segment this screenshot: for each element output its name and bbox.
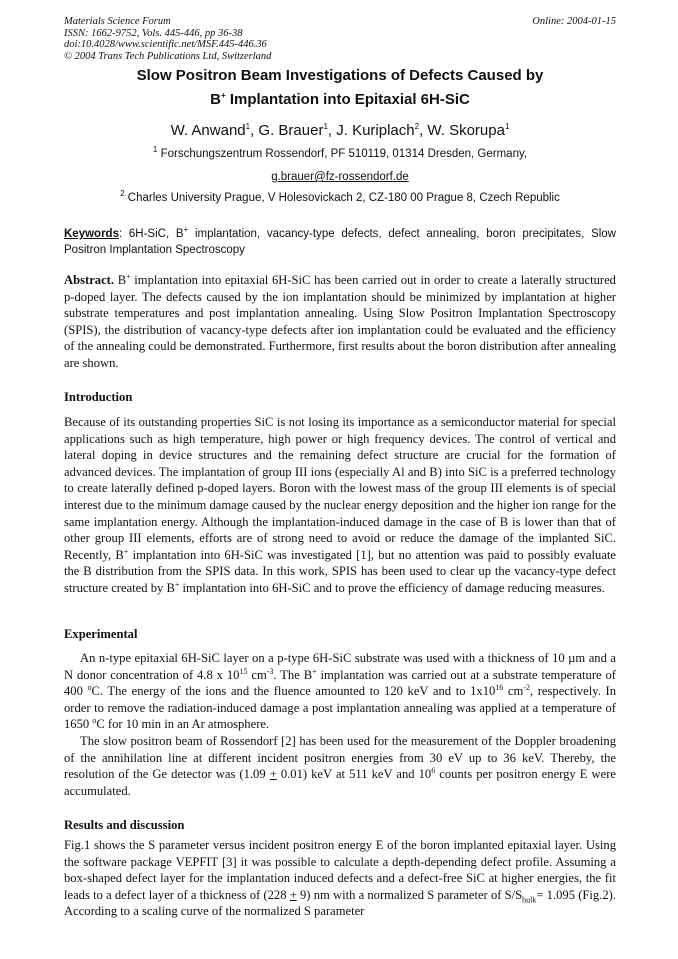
abstract-sup: + bbox=[126, 271, 131, 281]
author: W. Skorupa bbox=[427, 122, 505, 139]
experimental-paragraph-2 bbox=[64, 733, 616, 799]
affiliation-text: Forschungszentrum Rossendorf, PF 510119, 01314 Dresden, Germany, bbox=[157, 148, 528, 160]
paragraph-text: Fig.1 shows the S parameter versus incident positron energy E of the boron implanted epitaxial layer. Using the software package VEPFIT [3] it was possible to calculate a depth-depending defect profile. Assuming a box-shaped defect layer for the implantation induced defects and a defect-free SiC at higher energies, the fit leads to a defect layer of a thickness of (228 bbox=[64, 838, 616, 902]
affiliation-2 bbox=[64, 190, 616, 206]
superscript: o bbox=[87, 683, 92, 692]
abstract-text: B bbox=[114, 273, 127, 287]
paragraph-text: C. The energy of the ions and the fluence amounted to 120 keV and to 1x10 bbox=[91, 684, 496, 699]
superscript: -3 bbox=[266, 666, 274, 676]
experimental-paragraph-1 bbox=[64, 650, 616, 733]
author-affiliation-mark: 1 bbox=[504, 122, 510, 131]
paragraph-text: C for 10 min in an Ar atmosphere. bbox=[96, 717, 270, 732]
copyright-line: © 2004 Trans Tech Publications Ltd, Switzerland bbox=[64, 50, 272, 62]
superscript: 6 bbox=[431, 765, 436, 775]
issn-line: ISSN: 1662-9752, Vols. 445-446, pp 36-38 bbox=[64, 27, 243, 39]
superscript: -2 bbox=[523, 683, 530, 692]
author-affiliation-mark: 2 bbox=[414, 122, 420, 131]
paragraph-text: cm bbox=[503, 684, 524, 699]
paragraph-text: Because of its outstanding properties SiC is not losing its importance as a semiconductor material for special applications such as high temperature, high power or high frequency devices. The control of vertical and lateral doping in device structures and the remaining defect structure are crucial for the formation of advanced devices. The implantation of group III ions (especially Al and B) into SiC is a preferred technology to create laterally defined p-doped layers. Boron with the lowest mass of the group III elements is of special interest due to the minimum damage caused by the nuclear energy deposition and the higher ion range for the same implantation energy. Although the implantation-induced damage in the case of B is lower than that of other group III elements, efforts are of strong need to avoid or reduce the damage of the implanted SiC. Recently, B bbox=[64, 415, 616, 562]
author-affiliation-mark: 1 bbox=[245, 122, 251, 131]
affiliation-1 bbox=[64, 146, 616, 162]
paragraph-text: implantation into 6H-SiC and to prove the efficiency of damage reducing measures. bbox=[179, 580, 605, 595]
author-email-link[interactable]: g.brauer@fz-rossendorf.de bbox=[271, 171, 409, 183]
journal-header bbox=[64, 16, 616, 62]
results-paragraph bbox=[64, 837, 616, 920]
online-date: Online: 2004-01-15 bbox=[532, 16, 616, 27]
keywords-label: Keywords bbox=[64, 228, 119, 240]
section-heading-introduction: Introduction bbox=[64, 390, 133, 404]
introduction-paragraph bbox=[64, 414, 616, 597]
section-heading-experimental: Experimental bbox=[64, 627, 138, 641]
plus-minus-sign: + bbox=[289, 887, 297, 902]
author: W. Anwand bbox=[170, 122, 246, 139]
abstract bbox=[64, 272, 616, 372]
paragraph-text: cm bbox=[247, 667, 267, 682]
superscript: + bbox=[123, 546, 129, 556]
paragraph-text: = 1.095 (Fig.2). According to a scaling curve of the normalized S parameter bbox=[64, 887, 616, 919]
paragraph-text: implantation into 6H-SiC was investigated [1], but no attention was paid to possibly evaluate the B distribution from the SPIS data. In this work, SPIS has been used to clear up the vacancy-type defect structure created by B bbox=[64, 547, 617, 595]
paragraph-text: . The B bbox=[273, 667, 313, 682]
paragraph-text: 9) nm with a normalized S parameter of S/S bbox=[296, 887, 523, 902]
journal-name: Materials Science Forum bbox=[64, 16, 171, 27]
paragraph-text: The slow positron beam of Rossendorf [2] has been used for the measurement of the Doppler broadening of the annihilation line at different incident positron energies from 30 eV up to 36 keV. Thereby, the resolution of the Ge detector was (1.09 bbox=[64, 733, 616, 782]
keywords-block bbox=[64, 227, 616, 258]
superscript: o bbox=[92, 716, 97, 726]
keywords-sup: + bbox=[183, 225, 189, 235]
title-line-2 bbox=[64, 88, 616, 112]
superscript: + bbox=[312, 666, 317, 676]
affiliation-number: 1 bbox=[152, 145, 158, 155]
title-rest: Implantation into Epitaxial 6H-SiC bbox=[225, 91, 470, 108]
superscript: + bbox=[174, 579, 180, 589]
paragraph-text: implantation was carried out at a substrate temperature of 400 bbox=[64, 667, 616, 699]
paragraph-text: , respectively. In order to remove the radiation-induced damage a post implantation annealing was applied at a temperature of 1650 bbox=[64, 684, 616, 732]
abstract-text: implantation into epitaxial 6H-SiC has been carried out in order to create a laterally structured p-doped layer. The defects caused by the ion implantation should be minimized by implantation at higher substrate temperatures and post implantation annealing. Using Slow Positron Implantation Spectroscopy (SPIS), the distribution of vacancy-type defects after ion implantation could be evaluated and the efficiency of the annealing could be demonstrated. Furthermore, first results about the boron distribution after annealing are shown. bbox=[64, 273, 616, 370]
keywords-text: : 6H-SiC, B bbox=[118, 228, 184, 240]
paragraph-text: counts per positron energy E were accumulated. bbox=[64, 767, 616, 798]
section-heading-results: Results and discussion bbox=[64, 818, 185, 832]
paragraph-text: An n-type epitaxial 6H-SiC layer on a p-type 6H-SiC substrate was used with a thickness of 10 µm and a N donor concentration of 4.8 x 10 bbox=[64, 651, 616, 682]
author: G. Brauer bbox=[258, 122, 324, 139]
paper-title bbox=[64, 64, 616, 112]
plus-minus-sign: + bbox=[269, 767, 277, 782]
paragraph-text: 0.01) keV at 511 keV and 10 bbox=[276, 767, 432, 782]
title-ion: B bbox=[210, 91, 221, 108]
abstract-label: Abstract. bbox=[64, 273, 115, 287]
author-list: W. Anwand$^1$, G. Brauer$^1$, J. Kuriplach$^2$, W. Skorupa$^1$ bbox=[170, 122, 510, 139]
author-affiliation-mark: 1 bbox=[323, 122, 328, 131]
doi-line: doi:10.4028/www.scientific.net/MSF.445-446.36 bbox=[64, 39, 267, 51]
author: J. Kuriplach bbox=[336, 122, 415, 139]
affiliation-number: 2 bbox=[120, 189, 125, 199]
subscript: bulk bbox=[522, 895, 537, 905]
superscript: 15 bbox=[239, 666, 248, 676]
superscript: 16 bbox=[495, 683, 504, 692]
keywords-text: implantation, vacancy-type defects, defect annealing, boron precipitates, Slow Positron Implantation Spectroscopy bbox=[64, 228, 616, 256]
title-charge: + bbox=[220, 91, 226, 100]
title-line-1: Slow Positron Beam Investigations of Defects Caused by bbox=[136, 67, 544, 84]
affiliation-text: Charles University Prague, V Holesovickach 2, CZ-180 00 Prague 8, Czech Republic bbox=[124, 192, 560, 204]
experimental-section bbox=[64, 650, 616, 799]
